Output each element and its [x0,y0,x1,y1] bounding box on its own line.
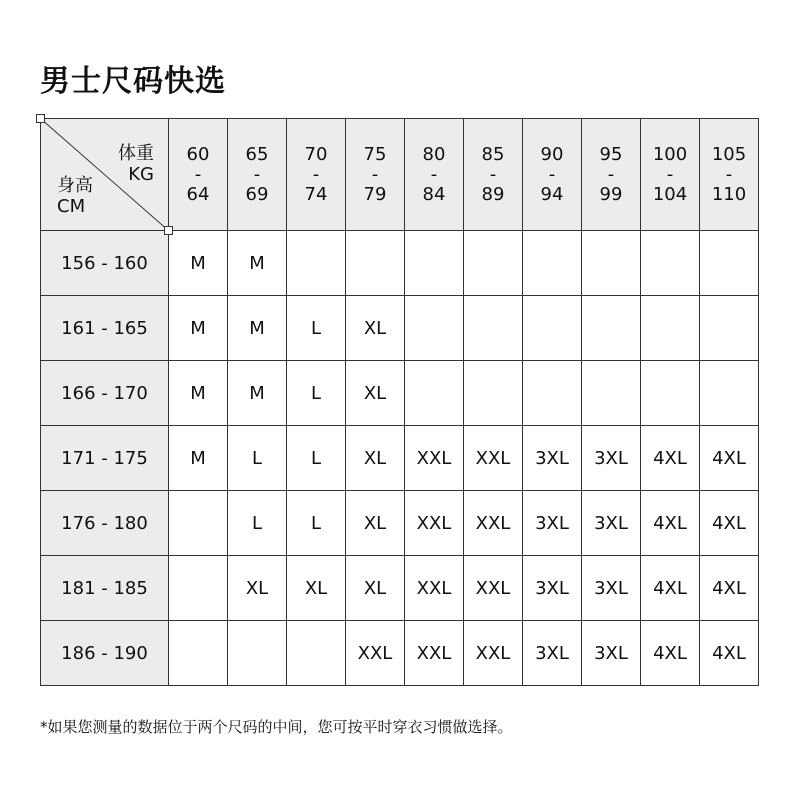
weight-range-part: 89 [481,183,505,205]
page-title: 男士尺码快选 [40,64,226,99]
size-cell: 3XL [523,621,582,686]
table-row [41,556,759,621]
size-cell: 4XL [641,556,700,621]
size-cell: L [228,491,287,556]
size-cell [405,231,464,296]
table-row [41,426,759,491]
size-cell: M [169,426,228,491]
size-cell [641,361,700,426]
size-cell: XXL [464,491,523,556]
size-cell [523,361,582,426]
weight-range-part: 100 [652,143,688,165]
height-range: 161 - 165 [41,296,169,361]
size-cell: 3XL [523,426,582,491]
weight-header [700,119,759,231]
size-cell: L [287,296,346,361]
size-cell [700,361,759,426]
size-cell: M [169,296,228,361]
height-range: 171 - 175 [41,426,169,491]
size-cell [700,231,759,296]
height-range: 176 - 180 [41,491,169,556]
weight-range-part: - [253,163,261,185]
weight-range-part: - [607,163,615,185]
size-cell: L [287,491,346,556]
size-cell: XL [287,556,346,621]
size-cell: 4XL [641,426,700,491]
selection-handle [36,114,45,123]
height-range: 156 - 160 [41,231,169,296]
size-cell [464,296,523,361]
size-cell [582,361,641,426]
size-cell: 4XL [700,491,759,556]
height-label: 身高 [57,175,93,196]
weight-range-part: 85 [481,143,505,165]
weight-header [641,119,700,231]
size-cell: 3XL [523,556,582,621]
size-cell [523,231,582,296]
weight-range-part: - [194,163,202,185]
weight-range-part: 69 [245,183,269,205]
size-cell: M [228,231,287,296]
weight-header [523,119,582,231]
size-cell: L [287,361,346,426]
size-cell: 3XL [582,426,641,491]
size-cell [169,491,228,556]
size-cell: 4XL [700,556,759,621]
weight-range-part: - [548,163,556,185]
size-cell [169,621,228,686]
weight-range-part: 105 [711,143,747,165]
size-cell [405,361,464,426]
size-cell [582,296,641,361]
size-cell [464,361,523,426]
footnote: *如果您测量的数据位于两个尺码的中间，您可按平时穿衣习惯做选择。 [40,718,513,736]
size-cell: XL [346,556,405,621]
weight-header [582,119,641,231]
size-cell: M [169,361,228,426]
weight-range-part: 75 [363,143,387,165]
weight-range-part: - [666,163,674,185]
size-cell: XL [346,491,405,556]
size-cell [228,621,287,686]
weight-range-part: 64 [186,183,210,205]
size-cell [287,621,346,686]
weight-range-part: - [489,163,497,185]
size-cell: M [228,296,287,361]
weight-range-part: 80 [422,143,446,165]
weight-header [464,119,523,231]
size-cell: 3XL [582,621,641,686]
weight-range-part: 90 [540,143,564,165]
size-cell: 4XL [641,621,700,686]
size-cell [641,296,700,361]
size-chart-table [40,118,759,686]
size-cell: L [228,426,287,491]
size-cell: 3XL [582,556,641,621]
table-row [41,296,759,361]
size-cell [641,231,700,296]
size-cell [464,231,523,296]
weight-header [287,119,346,231]
size-cell: L [287,426,346,491]
weight-header [346,119,405,231]
weight-range-part: 70 [304,143,328,165]
size-cell: XL [346,361,405,426]
size-cell [405,296,464,361]
height-range: 166 - 170 [41,361,169,426]
weight-range-part: - [312,163,320,185]
height-range: 186 - 190 [41,621,169,686]
size-cell: XL [346,296,405,361]
weight-range-part: 95 [599,143,623,165]
weight-range-part: - [725,163,733,185]
weight-range-part: 104 [652,183,688,205]
size-cell: 4XL [700,426,759,491]
size-cell: XXL [405,426,464,491]
weight-range-part: 74 [304,183,328,205]
table-row [41,491,759,556]
size-cell: XXL [405,621,464,686]
size-cell: XXL [405,556,464,621]
size-cell: XL [228,556,287,621]
size-cell: XXL [464,426,523,491]
table-row [41,231,759,296]
size-cell [523,296,582,361]
size-cell [346,231,405,296]
weight-label: 体重 [118,143,154,164]
weight-range-part: 84 [422,183,446,205]
size-cell: M [228,361,287,426]
table-row [41,621,759,686]
size-cell [169,556,228,621]
weight-range-part: 99 [599,183,623,205]
size-cell [700,296,759,361]
weight-range-part: 60 [186,143,210,165]
size-cell: M [169,231,228,296]
size-cell: XL [346,426,405,491]
size-cell [287,231,346,296]
weight-header [169,119,228,231]
weight-header [405,119,464,231]
header-row [41,119,759,231]
weight-range-part: 65 [245,143,269,165]
size-cell: 4XL [700,621,759,686]
height-unit: CM [57,196,86,217]
size-cell [582,231,641,296]
weight-header [228,119,287,231]
size-cell: XXL [405,491,464,556]
weight-range-part: 110 [711,183,747,205]
size-cell: XXL [464,556,523,621]
weight-range-part: 94 [540,183,564,205]
height-range: 181 - 185 [41,556,169,621]
size-cell: 3XL [523,491,582,556]
weight-range-part: - [371,163,379,185]
selection-handle [164,226,173,235]
size-cell: XXL [464,621,523,686]
weight-unit: KG [128,164,154,185]
size-cell: XXL [346,621,405,686]
corner-cell [41,119,169,231]
size-cell: 4XL [641,491,700,556]
size-cell: 3XL [582,491,641,556]
weight-range-part: 79 [363,183,387,205]
table-row [41,361,759,426]
weight-range-part: - [430,163,438,185]
